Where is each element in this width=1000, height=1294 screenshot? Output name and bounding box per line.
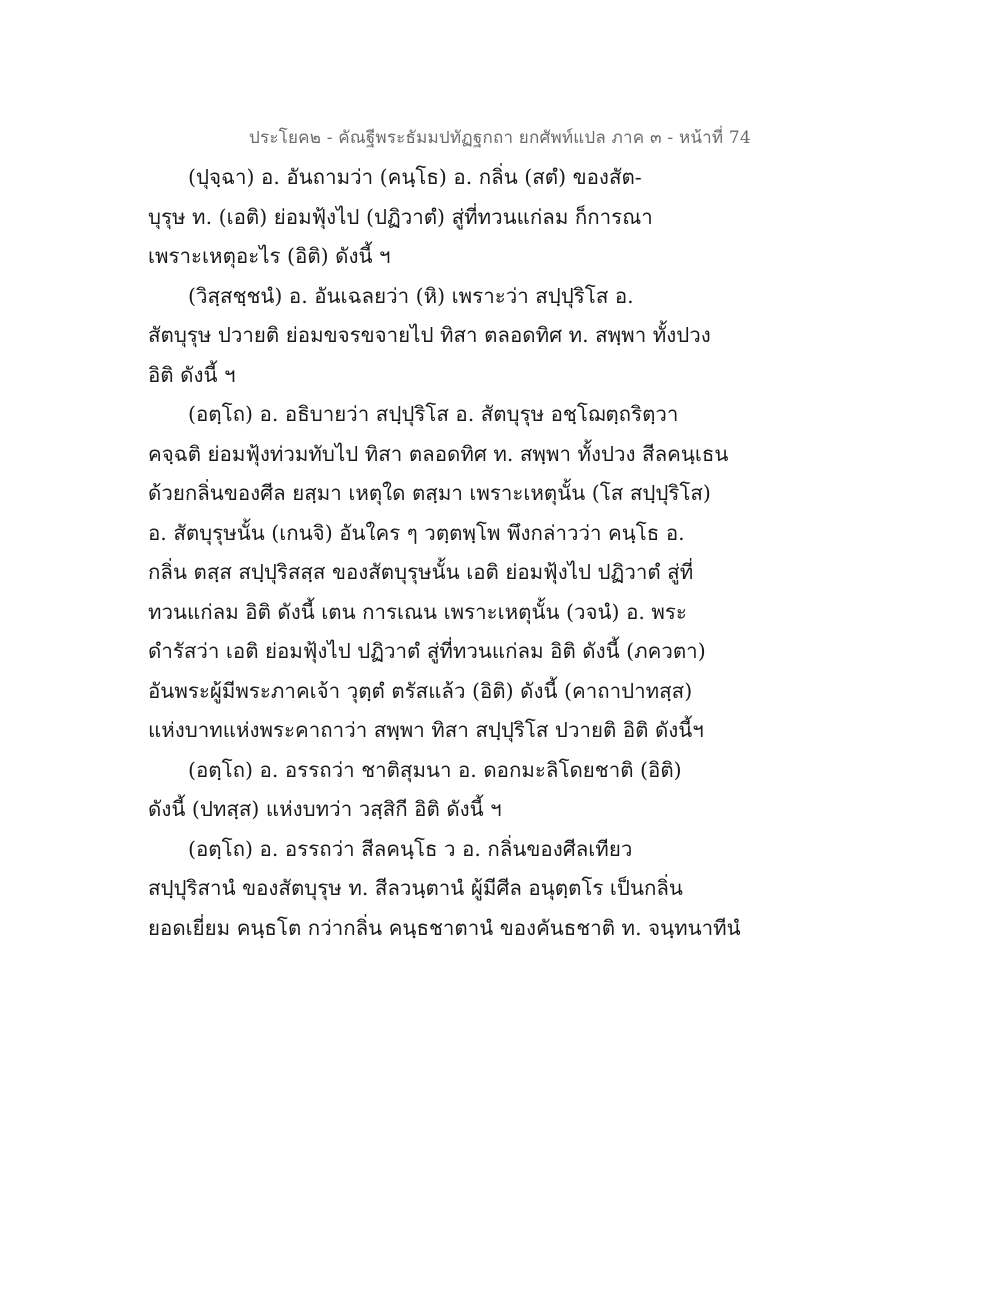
text-line: แห่งบาทแห่งพระคาถาว่า สพฺพา ทิสา สปฺปุริโส ปวายติ อิติ ดังนี้ฯ (148, 718, 704, 742)
text-line: สปฺปุริสานํ ของสัตบุรุษ ท. สีลวนฺตานํ ผู้มีศีล อนุตฺตโร เป็นกลิ่น (148, 876, 683, 900)
paragraph-5 (148, 830, 748, 949)
text-line: (วิสฺสชฺชนํ) อ. อันเฉลยว่า (หิ) เพราะว่า สปฺปุริโส อ. (188, 283, 634, 308)
paragraph-1 (148, 158, 748, 277)
text-line: ทวนแก่ลม อิติ ดังนี้ เตน การเณน เพราะเหตุนั้น (วจนํ) อ. พระ (148, 599, 687, 624)
text-line: กลิ่น ตสฺส สปฺปุริสสฺส ของสัตบุรุษนั้น เอติ ย่อมฟุ้งไป ปฏิวาตํ สู่ที่ (148, 560, 694, 584)
text-line: ด้วยกลิ่นของศีล ยสฺมา เหตุใด ตสฺมา เพราะเหตุนั้น (โส สปฺปุริโส) (148, 481, 711, 505)
text-line: คจฺฉติ ย่อมฟุ้งท่วมทับไป ทิสา ตลอดทิศ ท. สพฺพา ทั้งปวง สีลคนฺเธน (148, 441, 729, 466)
text-line: (อตฺโถ) อ. อรรถว่า สีลคนฺโธ ว อ. กลิ่นของศีลเทียว (188, 836, 633, 861)
text-line: ดังนี้ (ปทสฺส) แห่งบทว่า วสฺสิกี อิติ ดังนี้ ฯ (148, 797, 502, 821)
text-line: ยอดเยี่ยม คนฺธโต กว่ากลิ่น คนฺธชาตานํ ของคันธชาติ ท. จนฺทนาทีนํ (148, 915, 741, 940)
text-line: อ. สัตบุรุษนั้น (เกนจิ) อันใคร ๆ วตฺตพฺโพ พึงกล่าวว่า คนฺโธ อ. (148, 520, 685, 545)
text-line: ดำรัสว่า เอติ ย่อมฟุ้งไป ปฏิวาตํ สู่ที่ทวนแก่ลม อิติ ดังนี้ (ภควตา) (148, 639, 706, 663)
text-line: บุรุษ ท. (เอติ) ย่อมฟุ้งไป (ปฏิวาตํ) สู่ที่ทวนแก่ลม ก็การณา (148, 204, 653, 229)
text-line: เพราะเหตุอะไร (อิติ) ดังนี้ ฯ (148, 244, 391, 268)
text-line: (ปุจฺฉา) อ. อันถามว่า (คนฺโธ) อ. กลิ่น (สตํ) ของสัต- (188, 165, 642, 189)
page-header: ประโยค๒ - คัณฐีพระธัมมปทัฏฐกถา ยกศัพท์แปล ภาค ๓ - หน้าที่ 74 (249, 128, 751, 148)
paragraph-3 (148, 395, 748, 751)
body-text (148, 158, 748, 948)
text-line: อิติ ดังนี้ ฯ (148, 362, 236, 387)
text-line: (อตฺโถ) อ. อธิบายว่า สปฺปุริโส อ. สัตบุรุษ อชฺโฌตฺถริตฺวา (188, 402, 679, 426)
text-line: สัตบุรุษ ปวายติ ย่อมขจรขจายไป ทิสา ตลอดทิศ ท. สพฺพา ทั้งปวง (148, 323, 711, 347)
text-line: (อตฺโถ) อ. อรรถว่า ชาติสุมนา อ. ดอกมะลิโดยชาติ (อิติ) (188, 757, 682, 782)
text-line: อันพระผู้มีพระภาคเจ้า วุตฺตํ ตรัสแล้ว (อิติ) ดังนี้ (คาถาปาทสฺส) (148, 678, 693, 703)
paragraph-2 (148, 277, 748, 396)
paragraph-4 (148, 751, 748, 830)
